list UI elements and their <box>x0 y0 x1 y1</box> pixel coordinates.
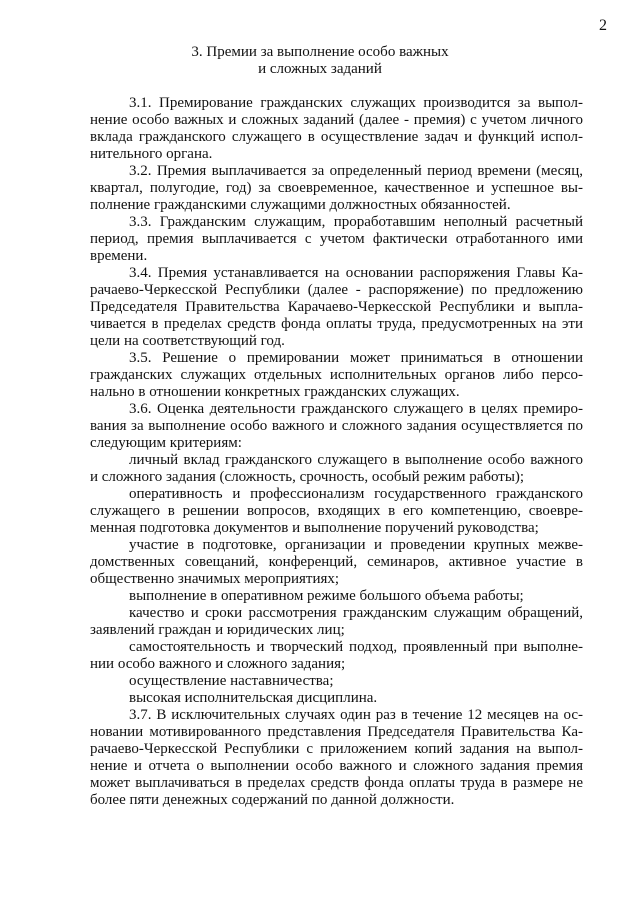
paragraph-3-6: 3.6. Оценка деятельности гражданского служащего в целях премирования за выполнение особо важного и сложного задания осуществляется по следующим критериям: <box>90 401 583 451</box>
paragraph-3-4: 3.4. Премия устанавливается на основании распоряжения Главы Карачаево-Черкесской Республики (далее - распоряжение) по предложению Председателя Правительства Карачаево-Черкесской Республики и выплачивается в пределах средств фонда оплаты труда, предусмотренных на эти цели на соответствующий год. <box>90 265 583 349</box>
criteria-item: оперативность и профессионализм государственного гражданского служащего в решении вопросов, входящих в его компетенцию, своевременная подготовка документов и выполнение поручений руководства; <box>90 486 583 536</box>
criteria-item: осуществление наставничества; <box>129 673 334 689</box>
criteria-item: участие в подготовке, организации и проведении крупных межведомственных совещаний, конференций, семинаров, активное участие в общественно значимых мероприятиях; <box>90 537 583 587</box>
paragraph-3-2: 3.2. Премия выплачивается за определенный период времени (месяц, квартал, полугодие, год) за своевременное, качественное и успешное выполнение гражданскими служащими должностных обязанностей. <box>90 163 583 213</box>
paragraph-3-5: 3.5. Решение о премировании может приниматься в отношении гражданских служащих отдельных исполнительных органов либо персонально в отношении конкретных гражданских служащих. <box>90 350 583 400</box>
section-heading-line-1: 3. Премии за выполнение особо важных <box>191 44 449 60</box>
criteria-item: качество и сроки рассмотрения гражданским служащим обращений, заявлений граждан и юридических лиц; <box>90 605 583 638</box>
paragraph-3-1: 3.1. Премирование гражданских служащих производится за выполнение особо важных и сложных заданий (далее - премия) с учетом личного вклада гражданского служащего в осуществление задач и функций исполнительного органа. <box>90 95 583 162</box>
criteria-item: выполнение в оперативном режиме большого объема работы; <box>129 588 524 604</box>
section-heading-line-2: и сложных заданий <box>258 61 382 77</box>
paragraph-3-7: 3.7. В исключительных случаях один раз в течение 12 месяцев на основании мотивированного представления Председателя Правительства Карачаево-Черкесской Республики с приложением копий задания на выполнение и отчета о выполнении особо важного и сложного задания премия может выплачиваться в пределах средств фонда оплаты труда в размере не более пяти денежных содержаний по данной должности. <box>90 707 583 808</box>
criteria-item: самостоятельность и творческий подход, проявленный при выполнении особо важного и сложного задания; <box>90 639 583 672</box>
document-body <box>90 95 583 809</box>
criteria-item: высокая исполнительская дисциплина. <box>129 690 378 706</box>
page-number: 2 <box>599 17 607 34</box>
criteria-item: личный вклад гражданского служащего в выполнение особо важного и сложного задания (сложность, срочность, особый режим работы); <box>90 452 583 485</box>
paragraph-3-3: 3.3. Гражданским служащим, проработавшим неполный расчетный период, премия выплачивается с учетом фактически отработанного ими времени. <box>90 214 583 264</box>
section-heading <box>0 44 640 78</box>
